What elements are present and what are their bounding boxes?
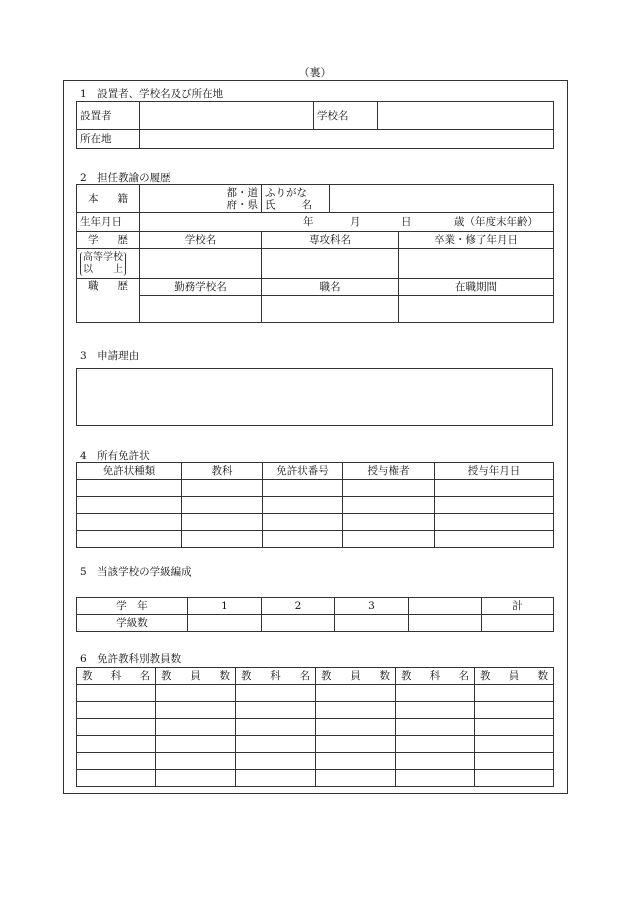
school-name-label: 学校名 — [314, 102, 378, 130]
col-subject-name: 教 科 名 — [236, 668, 316, 685]
subject-name-cell[interactable] — [396, 702, 475, 719]
table-row — [77, 736, 554, 753]
grade-extra[interactable] — [409, 598, 482, 615]
dob-label: 生年月日 — [77, 213, 140, 232]
col-school: 学校名 — [140, 232, 262, 249]
section-1-heading: 1 設置者、学校名及び所在地 — [80, 88, 224, 100]
subject-cell[interactable] — [182, 497, 263, 514]
section-4-heading: 4 所有免許状 — [80, 450, 150, 462]
classes-grade-1-field[interactable] — [188, 615, 262, 632]
subject-name-cell[interactable] — [236, 702, 316, 719]
teacher-count-cell[interactable] — [316, 770, 396, 787]
license-type-cell[interactable] — [77, 514, 182, 531]
teacher-count-cell[interactable] — [316, 753, 396, 770]
teacher-count-cell[interactable] — [156, 770, 236, 787]
high-school-label: 高等学校 以 上 — [77, 249, 140, 279]
col-teacher-count: 教 員 数 — [156, 668, 236, 685]
col-graduation: 卒業・修了年月日 — [399, 232, 554, 249]
classes-total-field[interactable] — [482, 615, 554, 632]
subject-name-cell[interactable] — [236, 719, 316, 736]
col-grant-date: 授与年月日 — [435, 463, 554, 480]
grantor-cell[interactable] — [343, 480, 435, 497]
grade-label: 学 年 — [77, 598, 188, 615]
table-row — [77, 702, 554, 719]
license-number-cell[interactable] — [263, 514, 343, 531]
grade-3: 3 — [335, 598, 409, 615]
teacher-count-cell[interactable] — [475, 736, 554, 753]
subject-cell[interactable] — [182, 514, 263, 531]
teacher-count-cell[interactable] — [156, 736, 236, 753]
total-label: 計 — [482, 598, 554, 615]
teachers-by-subject-table — [76, 667, 554, 787]
table-row — [77, 770, 554, 787]
school-info-table — [76, 101, 554, 149]
col-work-school: 勤務学校名 — [140, 279, 262, 296]
subject-cell[interactable] — [182, 531, 263, 548]
teacher-count-cell[interactable] — [316, 702, 396, 719]
subject-name-cell[interactable] — [396, 719, 475, 736]
license-type-cell[interactable] — [77, 497, 182, 514]
classes-grade-2-field[interactable] — [262, 615, 335, 632]
name-label: ふりがな 氏 名 — [262, 185, 330, 213]
col-subject: 教科 — [182, 463, 263, 480]
position-field[interactable] — [262, 296, 399, 323]
col-subject-name: 教 科 名 — [396, 668, 475, 685]
school-field[interactable] — [140, 249, 262, 279]
grant-date-cell[interactable] — [435, 497, 554, 514]
subject-name-cell[interactable] — [77, 719, 156, 736]
major-field[interactable] — [262, 249, 399, 279]
founder-label: 設置者 — [77, 102, 140, 130]
license-type-cell[interactable] — [77, 531, 182, 548]
col-major: 専攻科名 — [262, 232, 399, 249]
section-3-heading: 3 申請理由 — [80, 350, 140, 362]
col-subject-name: 教 科 名 — [77, 668, 156, 685]
license-number-cell[interactable] — [263, 480, 343, 497]
school-name-field[interactable] — [378, 102, 554, 130]
col-license-number: 免許状番号 — [263, 463, 343, 480]
license-number-cell[interactable] — [263, 531, 343, 548]
grant-date-cell[interactable] — [435, 531, 554, 548]
founder-field[interactable] — [140, 102, 314, 130]
teacher-count-cell[interactable] — [316, 685, 396, 702]
subject-name-cell[interactable] — [77, 702, 156, 719]
name-field[interactable] — [330, 185, 554, 213]
section-6-heading: 6 免許教科別教員数 — [80, 653, 182, 665]
col-teacher-count: 教 員 数 — [475, 668, 554, 685]
dob-month: 月 — [350, 216, 361, 228]
address-field[interactable] — [140, 130, 554, 149]
teacher-count-cell[interactable] — [316, 736, 396, 753]
col-teacher-count: 教 員 数 — [316, 668, 396, 685]
subject-name-cell[interactable] — [236, 753, 316, 770]
teacher-count-cell[interactable] — [475, 702, 554, 719]
table-row — [77, 685, 554, 702]
dob-day: 日 — [401, 216, 412, 228]
teacher-count-cell[interactable] — [156, 719, 236, 736]
section-5-heading: 5 当該学校の学級編成 — [80, 566, 192, 578]
teacher-count-cell[interactable] — [475, 685, 554, 702]
teacher-count-cell[interactable] — [156, 702, 236, 719]
application-reason-field[interactable] — [76, 368, 553, 426]
page-title: （裏） — [298, 66, 332, 79]
classes-extra-field[interactable] — [409, 615, 482, 632]
subject-name-cell[interactable] — [396, 685, 475, 702]
subject-name-cell[interactable] — [77, 753, 156, 770]
subject-name-cell[interactable] — [77, 770, 156, 787]
license-type-cell[interactable] — [77, 480, 182, 497]
subject-name-cell[interactable] — [236, 736, 316, 753]
table-row — [77, 480, 554, 497]
table-row — [77, 531, 554, 548]
teacher-count-cell[interactable] — [475, 770, 554, 787]
subject-name-cell[interactable] — [236, 770, 316, 787]
subject-name-cell[interactable] — [396, 736, 475, 753]
grade-2: 2 — [262, 598, 335, 615]
teacher-count-cell[interactable] — [156, 685, 236, 702]
subject-name-cell[interactable] — [77, 685, 156, 702]
subject-cell[interactable] — [182, 480, 263, 497]
dob-age: 歳（年度末年齢） — [454, 216, 538, 228]
teacher-count-cell[interactable] — [156, 753, 236, 770]
col-position: 職名 — [262, 279, 399, 296]
grantor-cell[interactable] — [343, 514, 435, 531]
dob-year: 年 — [303, 216, 314, 228]
table-row — [77, 497, 554, 514]
subject-name-cell[interactable] — [236, 685, 316, 702]
col-grantor: 授与権者 — [343, 463, 435, 480]
grant-date-cell[interactable] — [435, 480, 554, 497]
teacher-count-cell[interactable] — [316, 719, 396, 736]
period-field[interactable] — [399, 296, 554, 323]
teacher-history-table — [76, 184, 554, 323]
license-table — [76, 462, 554, 548]
grant-date-cell[interactable] — [435, 514, 554, 531]
section-2-heading: 2 担任教諭の履歴 — [80, 172, 171, 184]
col-period: 在職期間 — [399, 279, 554, 296]
prefecture-cell[interactable]: 都・道 府・県 — [140, 185, 262, 213]
education-label: 学 歴 — [77, 232, 140, 249]
col-license-type: 免許状種類 — [77, 463, 182, 480]
table-row — [77, 719, 554, 736]
dob-field[interactable] — [140, 213, 554, 232]
classes-grade-3-field[interactable] — [335, 615, 409, 632]
work-school-field[interactable] — [140, 296, 262, 323]
address-label: 所在地 — [77, 130, 140, 149]
grantor-cell[interactable] — [343, 531, 435, 548]
table-row — [77, 753, 554, 770]
subject-name-cell[interactable] — [77, 736, 156, 753]
grade-1: 1 — [188, 598, 262, 615]
job-history-label: 職 歴 — [77, 279, 140, 323]
honseki-label: 本 籍 — [77, 185, 140, 213]
subject-name-cell[interactable] — [396, 770, 475, 787]
license-number-cell[interactable] — [263, 497, 343, 514]
subject-name-cell[interactable] — [396, 753, 475, 770]
classes-label: 学級数 — [77, 615, 188, 632]
grantor-cell[interactable] — [343, 497, 435, 514]
teacher-count-cell[interactable] — [475, 753, 554, 770]
class-organization-table — [76, 597, 554, 632]
teacher-count-cell[interactable] — [475, 719, 554, 736]
table-row — [77, 514, 554, 531]
graduation-field[interactable] — [399, 249, 554, 279]
